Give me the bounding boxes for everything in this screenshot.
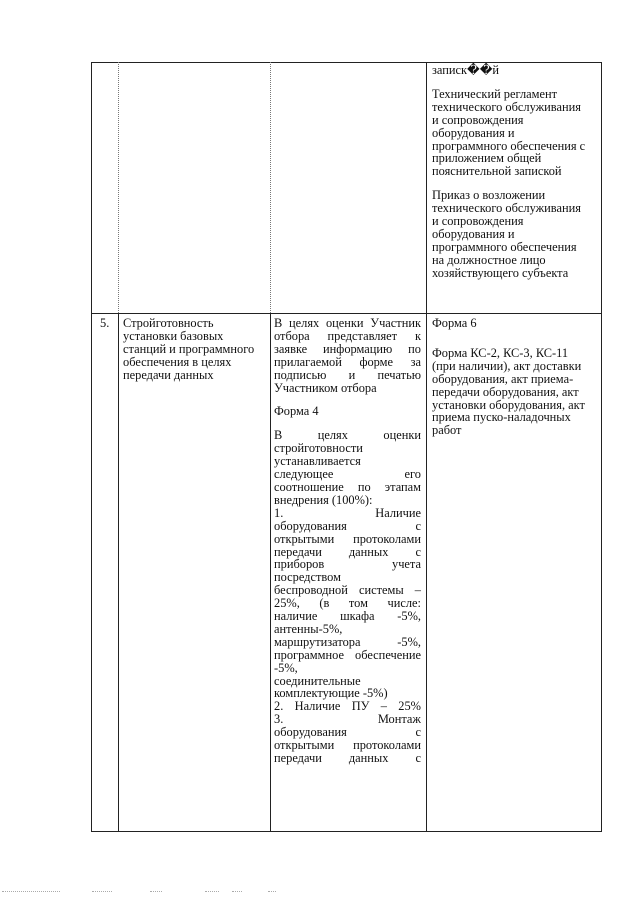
text-line: беспроводной системы – [274,583,421,598]
text-line: Стройготовность [123,316,214,330]
text-line: передачи данных с [274,544,421,559]
text-line: технического обслуживания [432,201,581,216]
text-line: приборов учета [274,557,421,572]
row-number [100,317,116,330]
text-line: программное обеспечение [274,647,421,662]
text-line: программного обеспечения [432,239,577,254]
text-line: пояснительной запиской [432,164,562,179]
text-line: соотношение по этапам [274,479,421,494]
text-line: посредством [274,570,341,585]
text-line: и сопровождения [432,214,524,229]
text-line: отбора представляет к [274,328,421,343]
text-line: 3. Монтаж [274,712,421,727]
text-line: подписью и печатью [274,367,421,382]
table-left-border [91,62,92,832]
text-line: соединительные [274,673,361,688]
text-line: стройготовности [274,441,363,456]
documents-list [432,347,598,437]
text-line: -5%, [274,660,298,675]
text-line: заявке информацию по [274,341,421,356]
scan-artifact [0,891,640,897]
text-line: маршрутизатора -5%, [274,634,421,649]
text-line: наличие шкафа -5%, [274,609,421,624]
text-line: открытыми протоколами [274,738,421,753]
text-line: Технический регламент [432,86,558,101]
continuation-col4 [432,64,598,291]
text-line: 2. Наличие ПУ – 25% [274,699,421,714]
text-line: обеспечения в целях [123,354,232,369]
text-line: установки оборудования, акт [432,397,585,412]
text-line: Участником отбора [274,380,377,395]
text-line: на должностное лицо [432,252,546,267]
text-line: записк��й [432,63,500,77]
text-line: внедрения (100%): [274,492,373,507]
column-divider-3 [270,313,271,832]
form-4-label [274,405,421,418]
text-line: хозяйствующего субъекта [432,265,569,280]
supporting-documents [432,317,598,437]
column-divider-3-faint [270,62,271,313]
text-line: работ [432,423,462,438]
text-line: приема пуско-наладочных [432,410,571,425]
intro-para [274,317,421,394]
text-line: устанавливается [274,454,361,469]
text-line: оборудования и [432,226,515,241]
text-line: 25%, (в том числе: [274,596,421,611]
criteria-body [274,429,421,765]
text-line: передачи данных [123,367,214,382]
criterion-name [123,317,267,382]
text-line: (при наличии), акт доставки [432,358,582,373]
text-line: приложением общей [432,151,542,166]
text-line: Форма КС-2, КС-3, КС-11 [432,345,569,360]
text-line: антенны-5%, [274,621,343,636]
row-divider [91,313,602,314]
column-divider-2-faint [118,62,119,313]
text-line: оборудования с [274,518,421,533]
text-line: Форма 4 [274,404,319,419]
text-line: В целях оценки Участник [274,316,421,330]
text-line: комплектующие -5%) [274,686,388,701]
text-line: Форма 6 [432,316,477,330]
text-line: станций и программного [123,341,255,356]
text-line: следующее его [274,467,421,482]
text-line: передачи оборудования, акт [432,384,579,399]
text-line: оборудования и [432,125,515,140]
column-divider-2 [118,313,119,832]
evaluation-method [274,317,421,765]
table-top-border [91,62,602,63]
technical-regulation-para [432,88,598,178]
text-line: оборудования, акт приема- [432,371,574,386]
text-line: технического обслуживания [432,99,581,114]
text-line: передачи данных с [274,751,421,765]
text-line: установки базовых [123,328,224,343]
column-divider-4 [426,62,427,832]
text-line: открытыми протоколами [274,531,421,546]
text-line: прилагаемой форме за [274,354,421,369]
text-line: и сопровождения [432,112,524,127]
order-para [432,189,598,279]
table-bottom-border [91,831,602,832]
text-line: программного обеспечения с [432,138,586,153]
text-line: В целях оценки [274,428,421,443]
table-right-border [601,62,602,832]
text-line: Приказ о возложении [432,188,546,203]
form-6-label [432,317,598,330]
text-line: оборудования с [274,725,421,740]
text-line: 1. Наличие [274,505,421,520]
continuation-para [432,64,598,77]
row-number-text: 5. [100,316,110,330]
